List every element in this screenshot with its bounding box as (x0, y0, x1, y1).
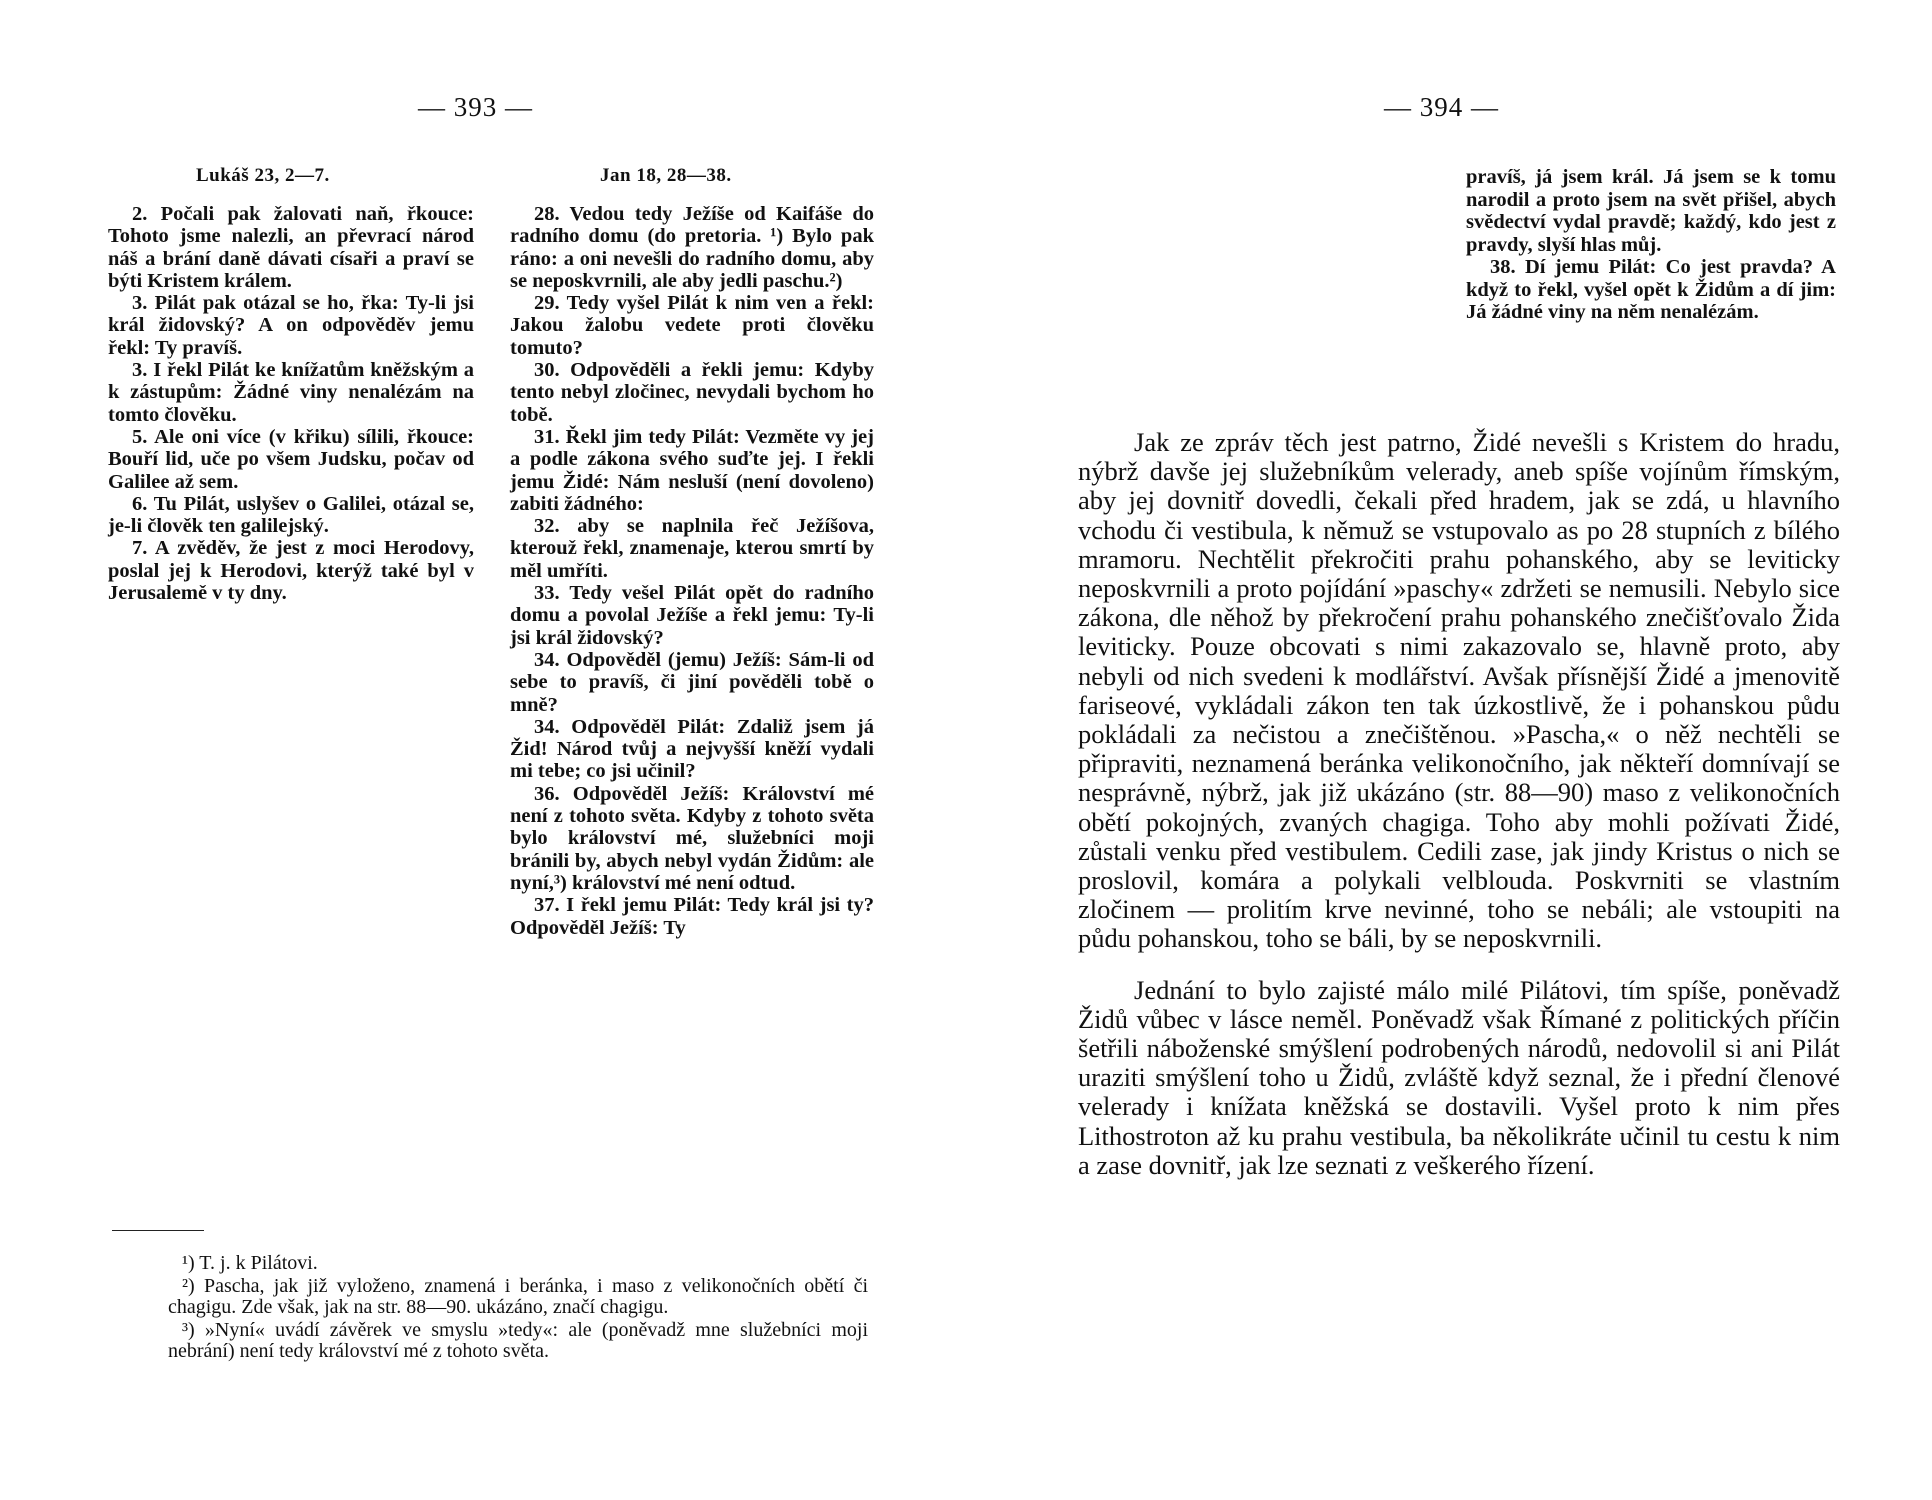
verse: 6. Tu Pilát, uslyšev o Galilei, otázal se, je-li člověk ten galilejský. (108, 492, 474, 538)
verse: 32. aby se naplnila řeč Ježíšova, kterouž řekl, znamenaje, kterou smrtí by měl umříti. (510, 515, 874, 582)
verse: 3. I řekl Pilát ke knížatům kněžským a k zástupům: Žádné viny nenalézám na tomto člověku. (108, 359, 474, 426)
body-paragraph: Jak ze zpráv těch jest patrno, Židé nevešli s Kristem do hradu, nýbrž davše jej služebníkům velerady, aneb spíše vojínům římským, aby jej dovnitř dovedli, čekali před hradem, jak se zdá, u hlavního vchodu či vestibula, k němuž se vstupovalo as po 28 stupních z bílého mramoru. Nechtělit překročiti prahu pohanského, aby se leviticky neposkvrnili a proto pojídání »paschy« zdržeti se nemusili. Nebylo sice zákona, dle něhož by překročení prahu pohanského znečišťovalo Žida leviticky. Pouze obcovati s nimi zakazovalo se, hlavně proto, aby nebyli od nich svedeni k modlářství. Avšak přísnější Židé a jmenovitě fariseové, vykládali zákon ten tak úzkostlivě, že i pohanskou půdu pokládali za nečistou a znečištěnou. »Pascha,« o něž nechtěli se připraviti, neznamená beránka velikonočního, jak někteří domnívají se nesprávně, nýbrž, jak již ukázáno (str. 88—90) maso z velikonočních obětí pokojných, zvaných chagiga. Toho aby mohli požívati Židé, zůstali venku před vestibulem. Cedili zase, jak jindy Kristus o nich se proslovil, komára a polykali velblouda. Poskvrniti se vlastním zločinem — prolitím krve nevinné, toho se nebáli; ale vstoupiti na půdu pohanskou, toho se báli, by se neposkvrnili. (1078, 427, 1840, 954)
verse: 38. Dí jemu Pilát: Co jest pravda? A když to řekl, vyšel opět k Židům a dí jim: Já žádné viny na něm nenalézám. (1466, 256, 1836, 323)
column-heading-luke: Lukáš 23, 2—7. (196, 165, 330, 186)
commentary-text (1078, 428, 1840, 1180)
footnote: ¹) T. j. k Pilátovi. (182, 1252, 318, 1274)
column-heading-john: Jan 18, 28—38. (600, 165, 732, 186)
verse: 7. A zvěděv, že jest z moci Herodovy, poslal jej k Herodovi, kterýž také byl v Jerusalemě v ty dny. (108, 537, 474, 605)
verse: 3. Pilát pak otázal se ho, řka: Ty-li jsi král židovský? A on odpověděv jemu řekl: Ty pravíš. (108, 292, 474, 359)
verse: 29. Tedy vyšel Pilát k nim ven a řekl: Jakou žalobu vedete proti člověku tomuto? (510, 292, 874, 359)
john-column (510, 203, 874, 939)
verse: 36. Odpověděl Ježíš: Království mé není z tohoto světa. Kdyby z tohoto světa bylo království mé, služebníci moji bránili by, abych nebyl vydán Židům: ale nyní,³) království mé není odtud. (510, 782, 874, 894)
body-paragraph: Jednání to bylo zajisté málo milé Pilátovi, tím spíše, poněvadž Židů vůbec v lásce neměl. Poněvadž však Římané z politických příčin šetřili náboženské smýšlení podrobených národů, nedovolil si ani Pilát uraziti smýšlení toho u Židů, zvláště když seznal, že i přední členové velerady i knížata kněžská se dostavili. Vyšel proto k nim přes Lithostroton až ku prahu vestibula, ba několikráte učinil tu cestu k nim a zase dovnitř, jak lze seznati z veškerého řízení. (1078, 974, 1840, 1180)
verse: 5. Ale oni více (v křiku) sílili, řkouce: Bouří lid, uče po všem Judsku, počav od Galilee až sem. (108, 425, 474, 493)
verse: 30. Odpověděli a řekli jemu: Kdyby tento nebyl zločinec, nevydali bychom ho tobě. (510, 359, 874, 426)
verse: pravíš, já jsem král. Já jsem se k tomu narodil a proto jsem na svět přišel, abych svědectví vydal pravdě; každý, kdo jest z pravdy, slyší hlas můj. (1466, 166, 1836, 256)
verse: 28. Vedou tedy Ježíše od Kaifáše do radního domu (do pretoria. ¹) Bylo pak ráno: a oni nevešli do radního domu, aby se neposkvrnili, ale aby jedli paschu.²) (510, 203, 874, 292)
footnote-rule (112, 1230, 204, 1231)
footnotes (168, 1253, 868, 1363)
footnote: ²) Pascha, jak již vyloženo, znamená i beránka, i maso z velikonočních obětí či chagigu. Zde však, jak na str. 88—90. ukázáno, značí chagigu. (168, 1274, 868, 1319)
footnote: ³) »Nyní« uvádí závěrek ve smyslu »tedy«: ale (poněvadž mne služebníci moji nebrání) není tedy království mé z tohoto světa. (168, 1318, 868, 1363)
continuation-column (1466, 166, 1836, 324)
verse: 34. Odpověděl Pilát: Zdaliž jsem já Žid! Národ tvůj a nejvyšší kněží vydali mi tebe; co jsi učinil? (510, 715, 874, 783)
verse: 33. Tedy vešel Pilát opět do radního domu a povolal Ježíše a řekl jemu: Ty-li jsi král židovský? (510, 582, 874, 649)
page-number-left: — 393 — (418, 92, 533, 122)
verse: 2. Počali pak žalovati naň, řkouce: Tohoto jsme nalezli, an převrací národ náš a brání daně dávati císaři a praví se býti Kristem králem. (108, 203, 474, 292)
verse: 37. I řekl jemu Pilát: Tedy král jsi ty? Odpověděl Ježíš: Ty (510, 894, 874, 939)
page-number-right: — 394 — (1384, 92, 1499, 122)
verse: 31. Řekl jim tedy Pilát: Vezměte vy jej a podle zákona svého suďte jej. I řekli jemu Židé: Nám nesluší (není dovoleno) zabiti žádného: (510, 425, 874, 515)
verse: 34. Odpověděl (jemu) Ježíš: Sám-li od sebe to pravíš, či jiní pověděli tobě o mně? (510, 648, 874, 716)
luke-column (108, 203, 474, 604)
